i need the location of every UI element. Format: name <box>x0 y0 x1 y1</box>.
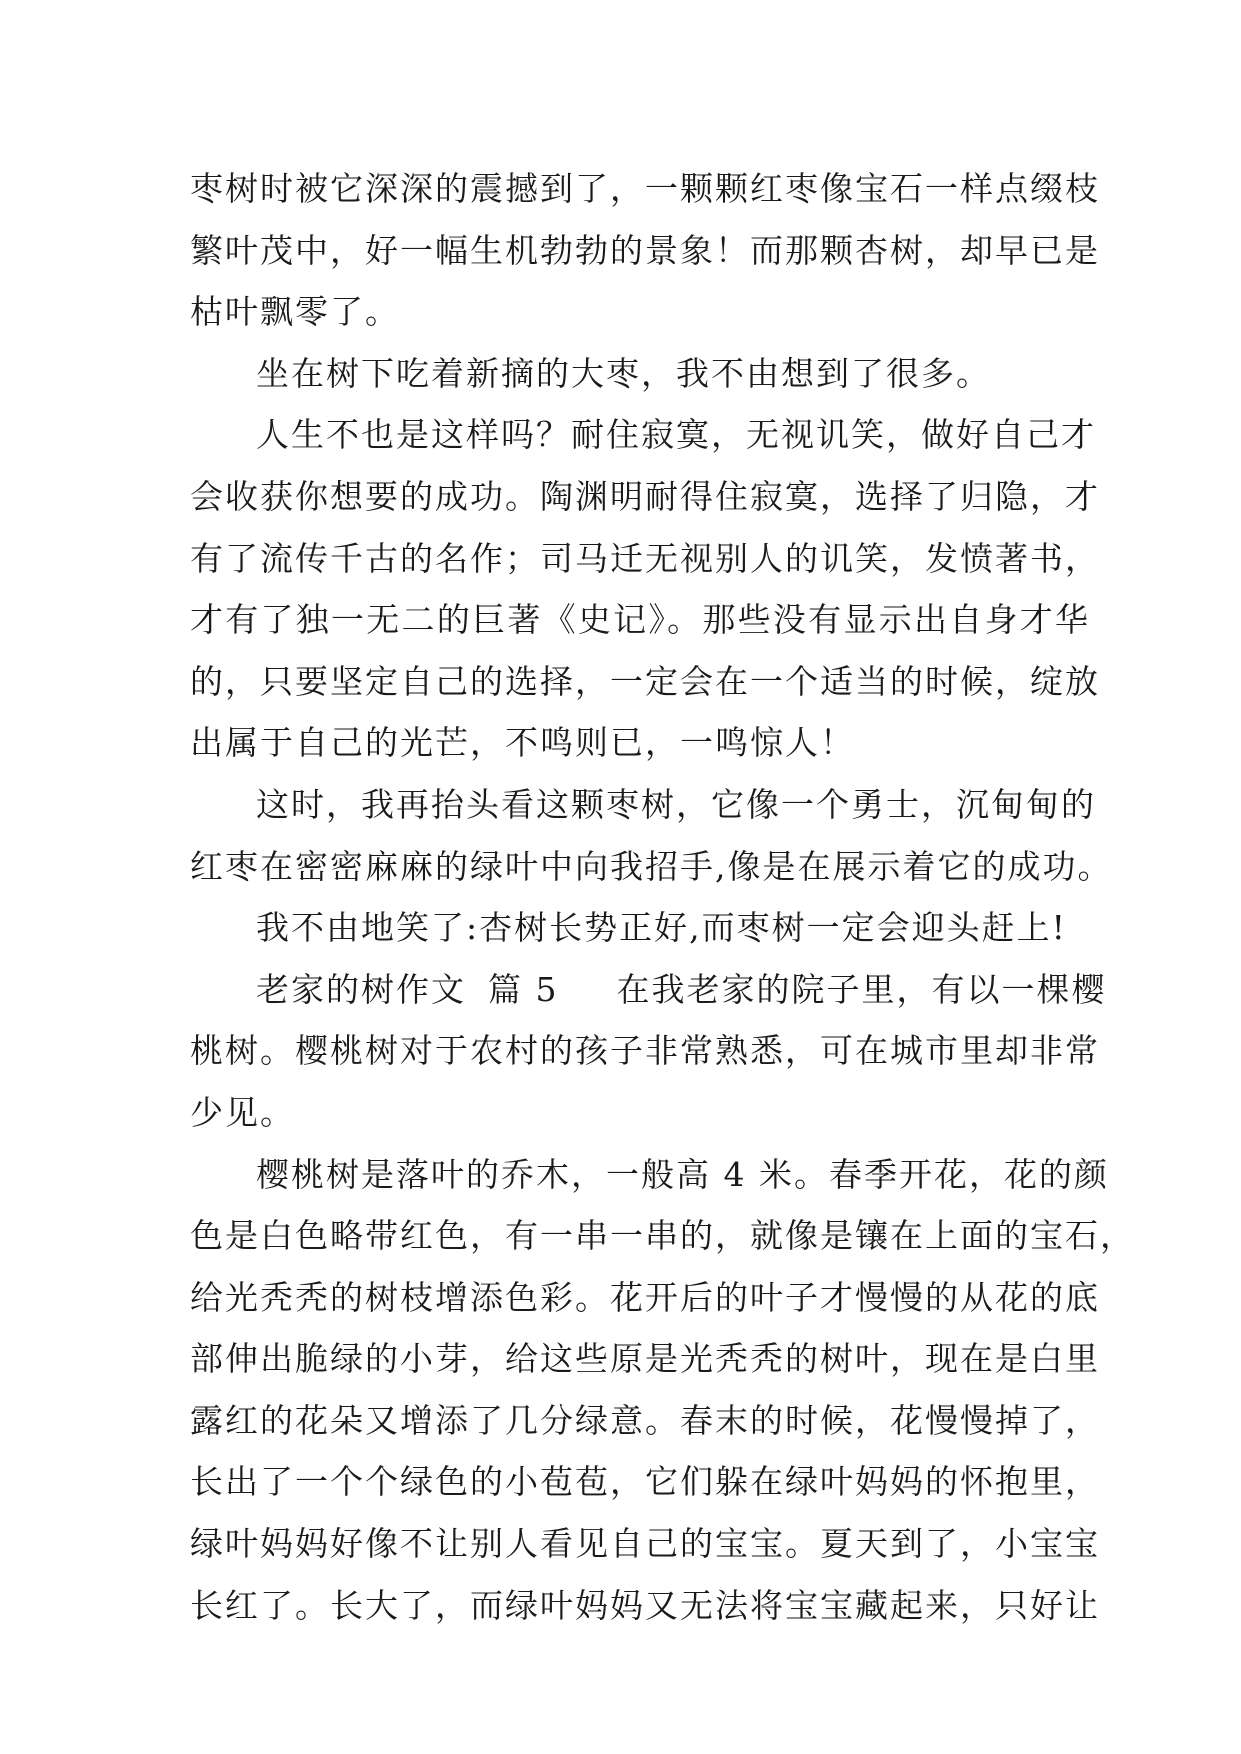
section-continuation: 在我老家的院子里，有以一棵樱 <box>616 969 1107 1009</box>
text-line: 这时，我再抬头看这颗枣树，它像一个勇士，沉甸甸的 <box>256 784 1096 824</box>
text-line: 出属于自己的光芒，不鸣则已，一鸣惊人！ <box>190 723 855 763</box>
text-line: 人生不也是这样吗？耐住寂寞，无视讥笑，做好自己才 <box>256 415 1096 455</box>
text-line: 部伸出脆绿的小芽，给这些原是光秃秃的树叶，现在是白里 <box>190 1339 1100 1379</box>
text-line: 我不由地笑了:杏树长势正好,而枣树一定会迎头赶上! <box>256 908 1067 948</box>
text-line: 长出了一个个绿色的小苞苞，它们躲在绿叶妈妈的怀抱里， <box>190 1462 1100 1502</box>
text-line: 少见。 <box>190 1092 295 1132</box>
text-line: 才有了独一无二的巨著《史记》。那些没有显示出自身才华 <box>190 600 1090 640</box>
text-line: 樱桃树是落叶的乔木，一般高 4 米。春季开花，花的颜 <box>256 1154 1109 1194</box>
text-line: 会收获你想要的成功。陶渊明耐得住寂寞，选择了归隐，才 <box>190 476 1100 516</box>
section-number: 篇 5 <box>488 969 559 1009</box>
text-line: 的，只要坚定自己的选择，一定会在一个适当的时候，绽放 <box>190 661 1100 701</box>
text-line: 坐在树下吃着新摘的大枣，我不由想到了很多。 <box>256 353 991 393</box>
text-line: 枯叶飘零了。 <box>190 292 400 332</box>
section-title: 老家的树作文 <box>256 969 466 1009</box>
text-line: 绿叶妈妈好像不让别人看见自己的宝宝。夏天到了，小宝宝 <box>190 1524 1100 1564</box>
text-line: 繁叶茂中，好一幅生机勃勃的景象！而那颗杏树，却早已是 <box>190 230 1100 270</box>
text-line: 桃树。樱桃树对于农村的孩子非常熟悉，可在城市里却非常 <box>190 1031 1100 1071</box>
text-line: 给光秃秃的树枝增添色彩。花开后的叶子才慢慢的从花的底 <box>190 1277 1100 1317</box>
body-text <box>190 158 1135 1636</box>
text-line: 有了流传千古的名作；司马迁无视别人的讥笑，发愤著书， <box>190 538 1100 578</box>
text-line: 长红了。长大了，而绿叶妈妈又无法将宝宝藏起来，只好让 <box>190 1585 1100 1625</box>
text-line: 枣树时被它深深的震撼到了，一颗颗红枣像宝石一样点缀枝 <box>190 169 1100 208</box>
section-heading-line <box>190 959 1107 1021</box>
text-line: 露红的花朵又增添了几分绿意。春末的时候，花慢慢掉了， <box>190 1400 1100 1440</box>
text-line: 色是白色略带红色，有一串一串的，就像是镶在上面的宝石， <box>190 1216 1135 1256</box>
text-line: 红枣在密密麻麻的绿叶中向我招手,像是在展示着它的成功。 <box>190 846 1113 886</box>
